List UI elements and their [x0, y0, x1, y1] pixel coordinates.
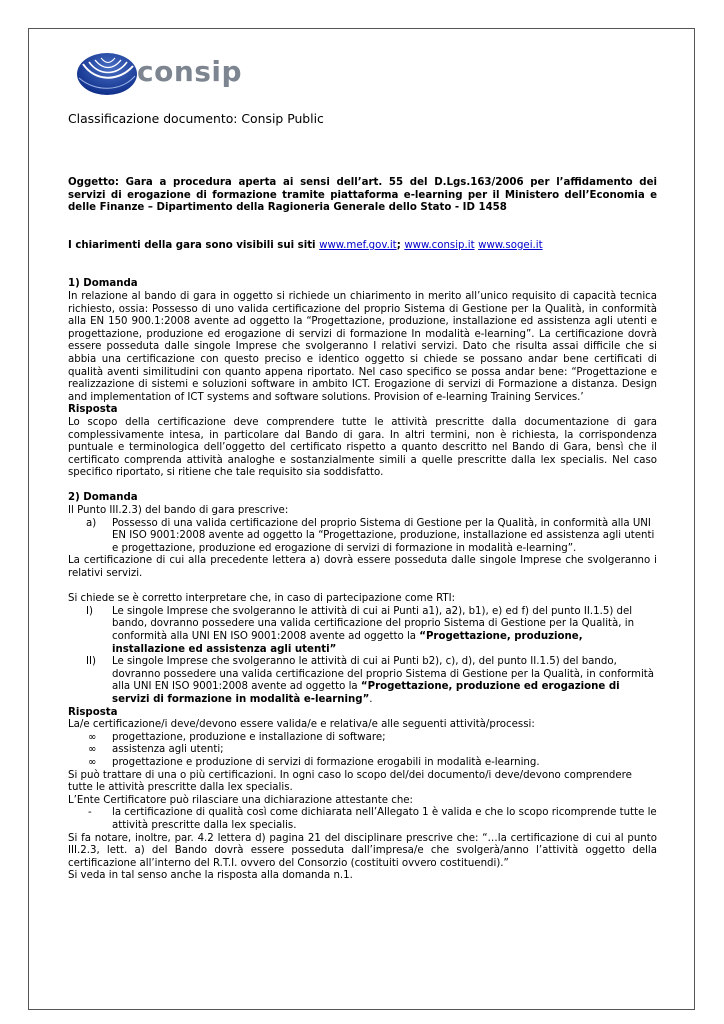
question-1-section [68, 278, 657, 480]
answer-2-label: Risposta [68, 706, 118, 718]
classification-label: Classificazione documento: Consip Public [68, 111, 324, 126]
clarifications-text: I chiarimenti della gara sono visibili sui siti [68, 239, 320, 251]
list-marker: II) [86, 656, 96, 668]
answer-2-p1: Si può trattare di una o più certificazioni. In ogni caso lo scopo del/dei documento/i deve/devono comprendere tutte le attività prescritte dalla lex specialis. [68, 769, 632, 794]
answer-1-label: Risposta [68, 404, 118, 416]
answer-2-p4: Si veda in tal senso anche la risposta alla domanda n.1. [68, 870, 353, 882]
dash-text: la certificazione di qualità così come dichiarata nell’Allegato 1 è valida e che lo scopo ricomprende tutte le attività prescritte dalla lex specialis. [112, 807, 657, 831]
list-marker: a) [86, 517, 97, 529]
bullet-text: progettazione, produzione e installazione di software; [112, 731, 386, 743]
list-item-text: Le singole Imprese che svolgeranno le attività di cui ai Punti b2), c), d), del punto II.1.5) del bando, dovranno possedere una valida certificazione del proprio Sistema di Gestione per la Qualità, in conformità alla UNI EN ISO 9001:2008 avente ad oggetto la “Progettazione, produzione ed erogazione di servizi di formazione in modalità e-learning”. [112, 656, 655, 705]
infinity-bullet-icon: ∞ [88, 744, 97, 756]
answer-2-intro: La/e certificazione/i deve/devono essere valida/e e relativa/e alle seguenti attività/processi: [68, 719, 535, 731]
certification-text: La certificazione di cui alla precedente lettera a) dovrà essere posseduta dalle singole Imprese che svolgeranno i relativi servizi. [68, 555, 657, 580]
link-separator: ; [396, 239, 401, 251]
logo-text: consip [137, 55, 243, 88]
bullet-item [68, 732, 657, 745]
list-item-ii [68, 656, 657, 706]
bold-phrase: “Progettazione, produzione, installazione ed assistenza agli utenti” [112, 631, 583, 655]
list-marker: I) [86, 605, 93, 617]
question-2-intro: Il Punto III.2.3) del bando di gara prescrive: [68, 505, 289, 517]
document-body [68, 111, 657, 883]
consip-logo [75, 52, 243, 96]
clarifications-line [68, 240, 657, 253]
infinity-bullet-icon: ∞ [88, 756, 97, 768]
list-item-text: Possesso di una valida certificazione del proprio Sistema di Gestione per la Qualità, in conformità alla UNI EN ISO 9001:2008 avente ad oggetto la “Progettazione, produzione, installazione ed assistenza agli utenti e progettazione, produzione ed erogazione di servizi di formazione in modalità e-learning”. [112, 517, 655, 554]
bullet-item [68, 757, 657, 770]
bold-phrase: “Progettazione, produzione ed erogazione di servizi di formazione in modalità e-learning” [112, 681, 620, 705]
answer-2-p3: Si fa notare, inoltre, par. 4.2 lettera d) pagina 21 del disciplinare prescrive che: “…la certificazione di cui al punto III.2.3, lett. a) del Bando dovrà essere posseduta dall’impresa/e che svolgerà/anno l’attività oggetto della certificazione all’interno del R.T.I. ovvero del Consorzio (costituiti ovvero costituendi).” [68, 832, 657, 869]
question-2-section [68, 492, 657, 882]
list-item-text: Le singole Imprese che svolgeranno le attività di cui ai Punti a1), a2), b1), e) ed f) del punto II.1.5) del bando, dovranno possedere una valida certificazione del proprio Sistema di Gestione per la Qualità, in conformità alla UNI EN ISO 9001:2008 avente ad oggetto la “Progettazione, produzione, installazione ed assistenza agli utenti” [112, 605, 635, 655]
bullet-text: progettazione e produzione di servizi di formazione erogabili in modalità e-learning. [112, 756, 540, 768]
rti-question: Si chiede se è corretto interpretare che, in caso di partecipazione come RTI: [68, 593, 456, 605]
dash-marker: - [88, 807, 92, 819]
link-consip[interactable]: www.consip.it [404, 239, 475, 251]
subject-paragraph: Oggetto: Gara a procedura aperta ai sensi dell’art. 55 del D.Lgs.163/2006 per l’affidamento dei servizi di erogazione di formazione tramite piattaforma e-learning per il Ministero dell’Economia e delle Finanze – Dipartimento della Ragioneria Generale dello Stato - ID 1458 [68, 177, 657, 214]
link-sogei[interactable]: www.sogei.it [478, 239, 543, 251]
list-item-i [68, 606, 657, 656]
link-mef[interactable]: www.mef.gov.it [319, 239, 397, 251]
question-2-heading: 2) Domanda [68, 492, 138, 504]
question-1-text: In relazione al bando di gara in oggetto si richiede un chiarimento in merito all’unico requisito di capacità tecnica richiesto, ossia: Possesso di uno valida certificazione del proprio Sistema di Gestione per la Qualità, in conformità alla EN 150 900.1:2008 avente ad oggetto la “Progettazione, produzione, installazione ed assistenza agli utenti e progettazione, produzione ed erogazione di servizi di formazione In modalità e-learning”. La certificazione dovrà essere posseduta dalle singole Imprese che svolgeranno I relativi servizi. Dato che risulta assai difficile che si abbia una certificazione con questo preciso e identico oggetto si chiede se possano andar bene certificati di qualità aventi similitudini con quanto appena riportato. Nel caso specifico se possa andar bene: “Progettazione e realizzazione di sistemi e soluzioni software in ambito ICT. Erogazione di servizi di Formazione a distanza. Design and implementation of ICT systems and software solutions. Provision of e-learning Training Services.’ [68, 290, 657, 403]
list-item-a [68, 518, 657, 556]
question-1-heading: 1) Domanda [68, 278, 138, 290]
bullet-text: assistenza agli utenti; [112, 744, 224, 756]
bullet-item [68, 744, 657, 757]
dash-item [68, 807, 657, 832]
answer-1-text: Lo scopo della certificazione deve comprendere tutte le attività prescritte dalla documentazione di gara complessivamente intesa, in particolare dal Bando di gara. In altri termini, non è richiesta, la corrispondenza puntuale e terminologica dell’oggetto del certificato rispetto a quanto descritto nel Bando di Gara, bensì che il certificato comprenda attività analoghe e sostanzialmente simili a quelle prescritte dalla lex specialis. Nel caso specifico riportato, si ritiene che tale requisito sia soddisfatto. [68, 416, 657, 479]
consip-swirl-icon [75, 52, 137, 96]
answer-2-p2: L’Ente Certificatore può rilasciare una dichiarazione attestante che: [68, 794, 413, 806]
infinity-bullet-icon: ∞ [88, 731, 97, 743]
